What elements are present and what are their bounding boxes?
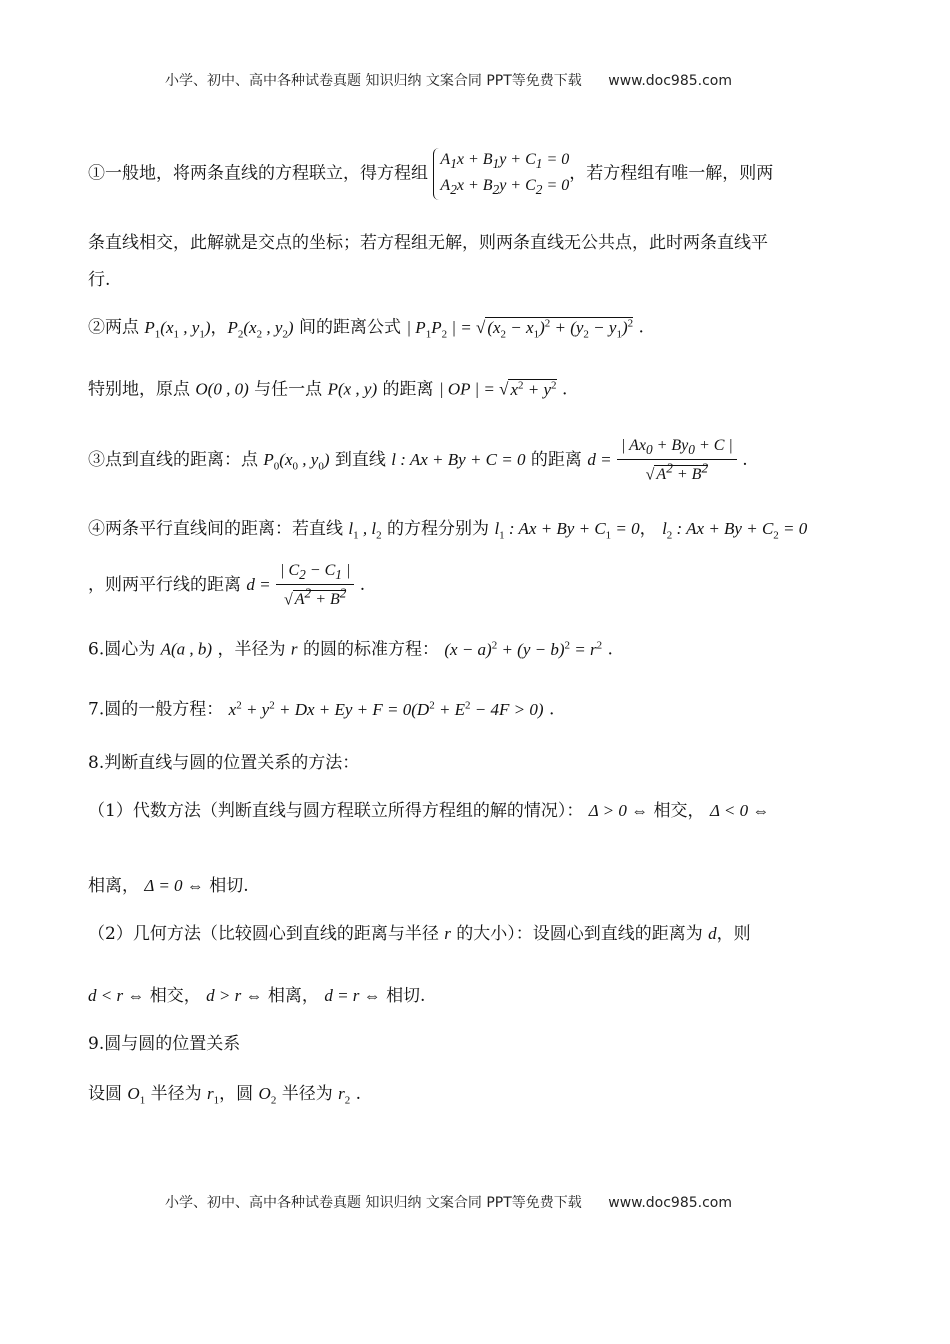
- paragraph-5-line-1: [88, 520, 807, 541]
- paragraph-6: [88, 640, 613, 659]
- formula: d < r ⇔: [88, 986, 145, 1005]
- formula: | OP | = √ $x^2 + y^2$: [438, 379, 557, 399]
- text: 与任一点: [254, 379, 323, 400]
- text: ，圆: [219, 1084, 254, 1104]
- text: 相离，: [267, 986, 319, 1006]
- formula: Δ = 0 ⇔: [144, 876, 204, 895]
- formula: $O_2$: [258, 1084, 277, 1107]
- formula: A(a , b): [160, 639, 213, 659]
- text: 的距离: [530, 449, 582, 470]
- paragraph-4: [88, 438, 748, 483]
- text: （2）几何方法（比较圆心到直线的距离与半径: [88, 924, 439, 944]
- text: .: [355, 1084, 362, 1104]
- formula: $r_1$: [207, 1084, 220, 1107]
- text: .: [359, 574, 366, 595]
- text: ③点到直线的距离：点: [88, 449, 258, 470]
- text: 特别地，原点: [88, 379, 190, 400]
- formula: $l_1$ : $Ax + By + C_1 = 0$: [494, 519, 640, 542]
- formula: l : Ax + By + C = 0: [391, 449, 526, 469]
- formula: O(0 , 0): [195, 379, 249, 399]
- text: ，则两平行线的距离: [88, 574, 241, 595]
- paragraph-9: [88, 802, 769, 820]
- header-url: www.doc985.com: [608, 73, 732, 89]
- paragraph-1-line-3: 行.: [88, 270, 111, 290]
- paragraph-5-line-2: [88, 563, 365, 608]
- header-text: 小学、初中、高中各种试卷真题 知识归纳 文案合同 PPT等免费下载: [165, 73, 582, 89]
- text: 的距离: [382, 379, 434, 400]
- paragraph-14: [88, 1085, 361, 1106]
- text: 半径为: [281, 1084, 333, 1104]
- text: 的大小）：设圆心到直线的距离为: [456, 924, 703, 944]
- text: 设圆: [88, 1084, 122, 1104]
- paragraph-8: 8.判断直线与圆的位置关系的方法：: [88, 753, 360, 773]
- formula: r: [290, 639, 298, 659]
- formula: Δ < 0 ⇔: [709, 801, 770, 820]
- footer-text: 小学、初中、高中各种试卷真题 知识归纳 文案合同 PPT等免费下载: [165, 1195, 582, 1211]
- equation-system: $A_1x + B_1y + C_1 = 0$ $A_2x + B_2y + C_2 = 0$: [433, 148, 569, 200]
- text: ①一般地，将两条直线的方程联立，得方程组: [88, 163, 428, 184]
- text: ④两条平行直线间的距离：若直线: [88, 519, 343, 539]
- text: .: [548, 699, 555, 720]
- text: .: [561, 379, 568, 400]
- paragraph-2: [88, 318, 644, 340]
- formula: d: [708, 924, 717, 943]
- formula: d > r ⇔: [206, 986, 263, 1005]
- text: 相切.: [209, 876, 249, 896]
- formula: P(x , y): [327, 379, 378, 399]
- formula: d =: [587, 449, 612, 469]
- text: .: [742, 449, 748, 470]
- text: .: [638, 317, 644, 338]
- text: 相交，: [653, 801, 705, 821]
- formula: r: [444, 924, 451, 943]
- formula: $P_1(x_1$ , $y_1$)，$P_2(x_2$ , $y_2$): [144, 317, 294, 341]
- paragraph-1-line-2: 条直线相交，此解就是交点的坐标；若方程组无解，则两条直线无公共点，此时两条直线平: [88, 233, 768, 253]
- paragraph-3: [88, 380, 567, 399]
- text: 的圆的标准方程：: [302, 639, 439, 660]
- text: ，若方程组有唯一解，则两: [569, 163, 774, 184]
- formula: $(x - a)^2 + (y - b)^2 = r^2$: [444, 639, 603, 659]
- formula: $P_0(x_0$ , $y_0$): [263, 449, 330, 473]
- formula: Δ > 0 ⇔: [588, 801, 649, 820]
- text: ，半径为: [217, 639, 286, 660]
- fraction: $\frac{| C_2 - C_1 |}{√ A^2 + B^2}$: [276, 563, 354, 608]
- text: 半径为: [150, 1084, 202, 1104]
- text: 间的距离公式: [298, 317, 401, 338]
- text: （1）代数方法（判断直线与圆方程联立所得方程组的解的情况）：: [88, 801, 584, 821]
- text: ②两点: [88, 317, 139, 338]
- page-header: [165, 70, 732, 90]
- footer-url: www.doc985.com: [608, 1195, 732, 1211]
- paragraph-11: [88, 925, 751, 943]
- text: 相切.: [386, 986, 426, 1006]
- formula: $x^2 + y^2 + Dx + Ey + F = 0(D^2 + E^2 - 4F > 0)$: [228, 699, 544, 719]
- paragraph-1-line-1: [88, 148, 773, 200]
- formula: d =: [246, 574, 271, 594]
- formula: $O_1$: [127, 1084, 146, 1107]
- text: .: [607, 639, 613, 660]
- text: ，则: [716, 924, 751, 944]
- text: ，: [639, 519, 657, 539]
- paragraph-12: [88, 987, 425, 1005]
- formula: $l_1$ , $l_2$: [348, 519, 382, 542]
- formula: | $P_1P_2$ | = √ $(x_2 - x_1)^2 + (y_2 - y_1)^2$: [406, 317, 634, 341]
- formula: $l_2$ : $Ax + By + C_2 = 0$: [662, 519, 808, 542]
- text: 到直线: [334, 449, 386, 470]
- formula: $r_2$: [338, 1084, 351, 1107]
- text: 相离，: [88, 876, 139, 896]
- paragraph-7: [88, 700, 554, 719]
- text: 6.圆心为: [88, 639, 156, 660]
- text: 相交，: [149, 986, 201, 1006]
- text: 7.圆的一般方程：: [88, 699, 224, 720]
- paragraph-10: [88, 877, 249, 895]
- fraction: $\frac{| Ax_0 + By_0 + C |}{√ A^2 + B^2}$: [617, 438, 737, 483]
- paragraph-13: 9.圆与圆的位置关系: [88, 1034, 241, 1054]
- formula: d = r ⇔: [324, 986, 381, 1005]
- text: 的方程分别为: [387, 519, 490, 539]
- page-footer: [165, 1192, 732, 1212]
